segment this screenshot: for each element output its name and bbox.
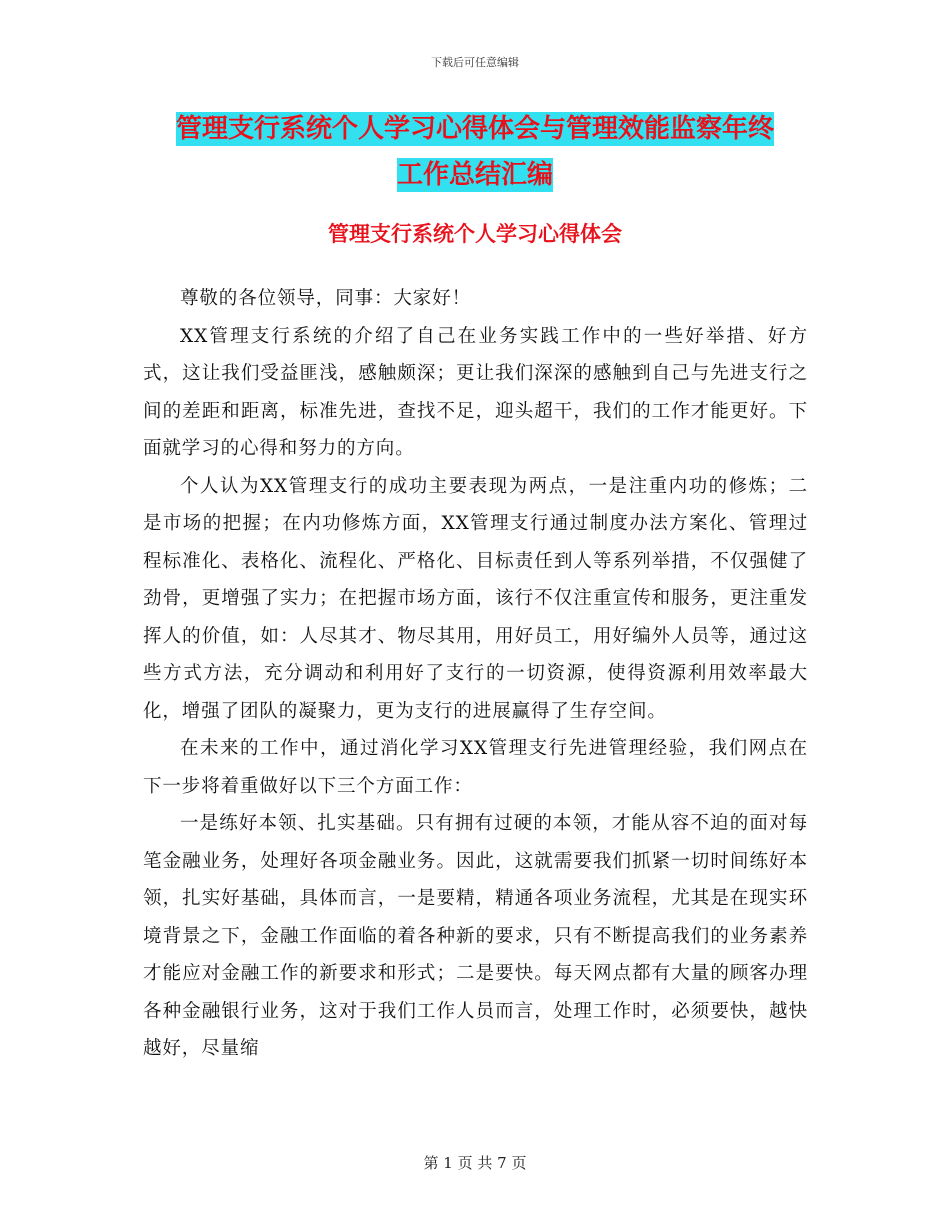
body-paragraph: XX管理支行系统的介绍了自己在业务实践工作中的一些好举措、好方式，这让我们受益匪浅，感触颇深；更让我们深深的感触到自己与先进支行之间的差距和距离，标准先进，查找不足，迎头超干，我们的工作才能更好。下面就学习的心得和努力的方向。	[143, 325, 808, 459]
document-title-line-1-text: 管理支行系统个人学习心得体会与管理效能监察年终	[175, 114, 774, 144]
section-title: 管理支行系统个人学习心得体会	[328, 221, 622, 246]
document-title-line-2-text: 工作总结汇编	[396, 160, 553, 190]
body-paragraph: 个人认为XX管理支行的成功主要表现为两点，一是注重内功的修炼；二是市场的把握；在内功修炼方面，XX管理支行通过制度办法方案化、管理过程标准化、表格化、流程化、严格化、目标责任到人等系列举措，不仅强健了劲骨，更增强了实力；在把握市场方面，该行不仅注重宣传和服务，更注重发挥人的价值，如：人尽其才、物尽其用，用好员工，用好编外人员等，通过这些方式方法，充分调动和利用好了支行的一切资源，使得资源利用效率最大化，增强了团队的凝聚力，更为支行的进展赢得了生存空间。	[143, 475, 808, 722]
document-title-line-2	[130, 150, 820, 200]
page-header-note: 下载后可任意编辑	[431, 56, 519, 69]
page-number-footer: 第 1 页 共 7 页	[423, 1154, 527, 1172]
document-title-line-1	[130, 104, 820, 154]
body-paragraph: 在未来的工作中，通过消化学习XX管理支行先进管理经验，我们网点在下一步将着重做好以下三个方面工作：	[143, 738, 808, 797]
body-paragraph: 一是练好本领、扎实基础。只有拥有过硬的本领，才能从容不迫的面对每笔金融业务，处理好各项金融业务。因此，这就需要我们抓紧一切时间练好本领，扎实好基础，具体而言，一是要精，精通各项业务流程，尤其是在现实环境背景之下，金融工作面临的着各种新的要求，只有不断提高我们的业务素养才能应对金融工作的新要求和形式；二是要快。每天网点都有大量的顾客办理各种金融银行业务，这对于我们工作人员而言，处理工作时，必须要快，越快越好，尽量缩	[143, 813, 808, 1059]
document-body	[143, 280, 808, 1068]
body-paragraph: 尊敬的各位领导，同事：大家好！	[180, 288, 472, 309]
